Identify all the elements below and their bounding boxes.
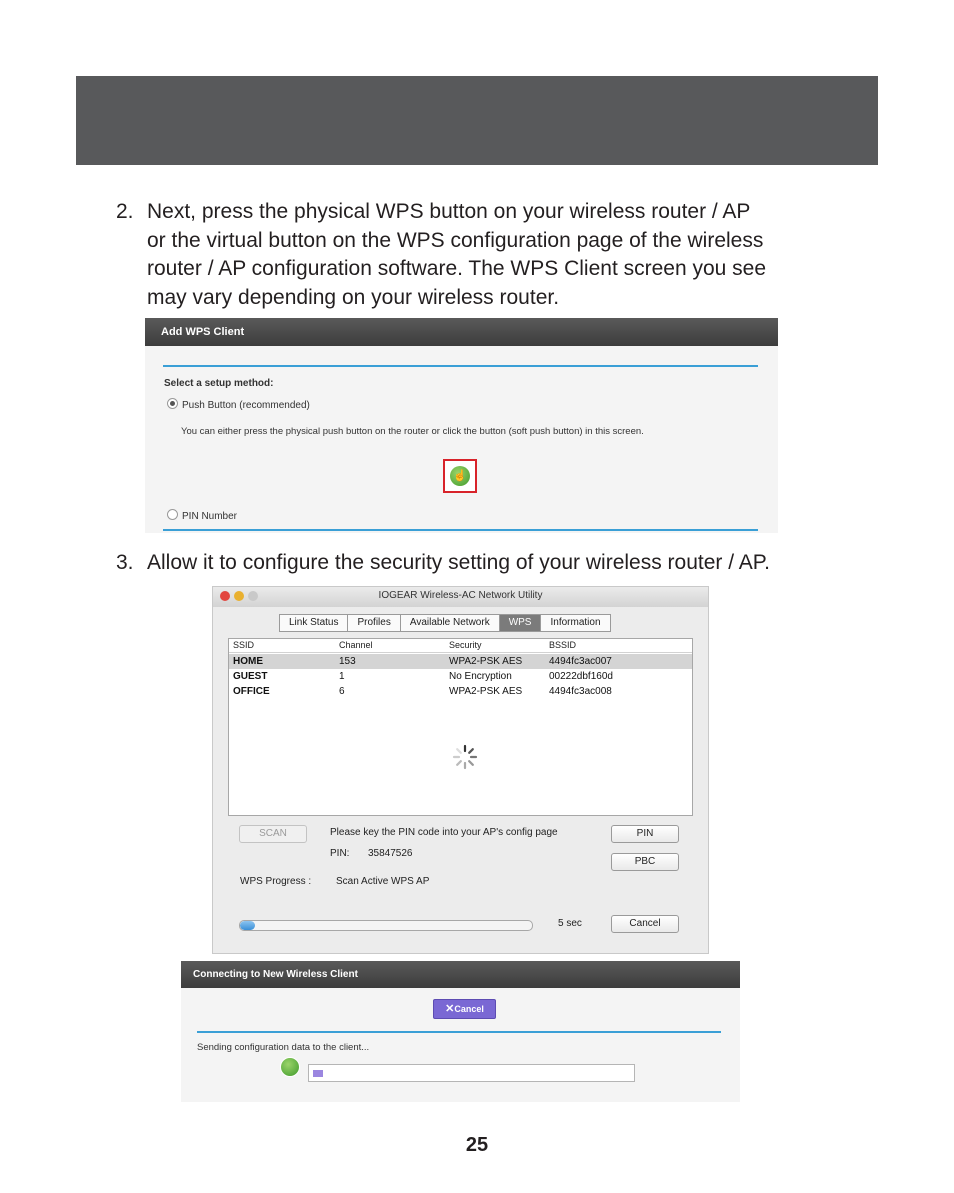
loading-spinner-icon	[452, 744, 478, 770]
step-3-number: 3.	[116, 551, 134, 574]
pin-prompt: Please key the PIN code into your AP's config page	[330, 827, 558, 838]
wps-push-button[interactable]	[443, 459, 477, 493]
pin-button[interactable]: PIN	[611, 825, 679, 843]
column-ssid[interactable]: SSID	[233, 640, 255, 650]
wps-progress-label: WPS Progress :	[240, 876, 312, 887]
wps-push-icon	[280, 1057, 300, 1077]
network-bssid: 4494fc3ac007	[549, 656, 612, 667]
network-security: WPA2-PSK AES	[449, 656, 523, 667]
connecting-cancel-label: Cancel	[454, 1004, 484, 1014]
wps-timer: 5 sec	[558, 918, 582, 929]
step-2-text	[147, 198, 852, 312]
network-row[interactable]	[229, 669, 692, 684]
connecting-progress-bar	[308, 1064, 635, 1082]
scan-button[interactable]: SCAN	[239, 825, 307, 843]
network-list	[228, 638, 693, 816]
push-button-option[interactable]	[167, 398, 310, 411]
connecting-cancel-button[interactable]	[433, 999, 496, 1019]
wps-progress-fill	[240, 921, 255, 930]
network-security: No Encryption	[449, 671, 512, 682]
step-2-line: router / AP configuration software. The WPS Client screen you see	[147, 257, 767, 280]
network-channel: 153	[339, 656, 356, 667]
pin-number-option[interactable]	[167, 509, 237, 522]
divider	[163, 365, 758, 367]
setup-method-label: Select a setup method:	[164, 378, 274, 389]
tab-profiles[interactable]: Profiles	[348, 615, 400, 631]
connecting-progress-fill	[313, 1070, 323, 1077]
page-number: 25	[465, 1134, 489, 1156]
add-wps-client-panel	[145, 318, 778, 533]
step-3-text: Allow it to configure the security setting of your wireless router / AP.	[147, 551, 770, 574]
step-2-line: may vary depending on your wireless router.	[147, 285, 560, 309]
connecting-title: Connecting to New Wireless Client	[181, 961, 740, 988]
network-bssid: 00222dbf160d	[549, 671, 613, 682]
column-security[interactable]: Security	[449, 640, 482, 650]
network-ssid: HOME	[233, 656, 263, 667]
window-titlebar	[213, 587, 708, 607]
tab-available-network[interactable]: Available Network	[401, 615, 500, 631]
push-button-option-label: Push Button (recommended)	[182, 400, 310, 411]
network-ssid: GUEST	[233, 671, 268, 682]
hand-icon: ☝	[453, 470, 467, 482]
divider	[197, 1031, 721, 1033]
window-title: IOGEAR Wireless-AC Network Utility	[378, 590, 543, 601]
pin-number-option-label: PIN Number	[182, 511, 238, 522]
connecting-panel	[181, 961, 740, 1102]
connecting-status: Sending configuration data to the client...	[197, 1042, 370, 1053]
pin-label: PIN:	[330, 848, 350, 859]
network-bssid: 4494fc3ac008	[549, 686, 612, 697]
network-ssid: OFFICE	[233, 686, 270, 697]
pbc-button[interactable]: PBC	[611, 853, 679, 871]
column-channel[interactable]: Channel	[339, 640, 373, 650]
network-list-header	[229, 639, 692, 653]
divider	[163, 529, 758, 531]
network-channel: 6	[339, 686, 345, 697]
pin-value: 35847526	[368, 848, 413, 859]
column-bssid[interactable]: BSSID	[549, 640, 577, 650]
tab-information[interactable]: Information	[550, 617, 601, 628]
network-utility-window	[212, 586, 709, 954]
wps-progress-bar	[239, 920, 533, 931]
cancel-button[interactable]: Cancel	[611, 915, 679, 933]
step-2-number: 2.	[116, 200, 134, 223]
push-button-description: You can either press the physical push button on the router or click the button (soft push button) in this screen.	[181, 426, 644, 437]
network-row[interactable]	[229, 684, 692, 699]
network-row[interactable]	[229, 654, 692, 669]
tab-wps[interactable]: WPS	[500, 615, 542, 631]
add-wps-client-title: Add WPS Client	[145, 318, 778, 346]
page-header-bar	[76, 76, 878, 165]
wps-progress-status: Scan Active WPS AP	[336, 876, 430, 887]
step-2-line: Next, press the physical WPS button on your wireless router / AP	[147, 200, 751, 223]
step-2-line: or the virtual button on the WPS configuration page of the wireless	[147, 228, 764, 252]
x-icon: ✕	[445, 1003, 455, 1015]
pin-number-radio[interactable]	[167, 509, 178, 520]
network-channel: 1	[339, 671, 345, 682]
tab-link-status[interactable]: Link Status	[280, 615, 348, 631]
tab-bar	[279, 614, 611, 632]
push-button-radio[interactable]	[167, 398, 178, 409]
network-security: WPA2-PSK AES	[449, 686, 523, 697]
